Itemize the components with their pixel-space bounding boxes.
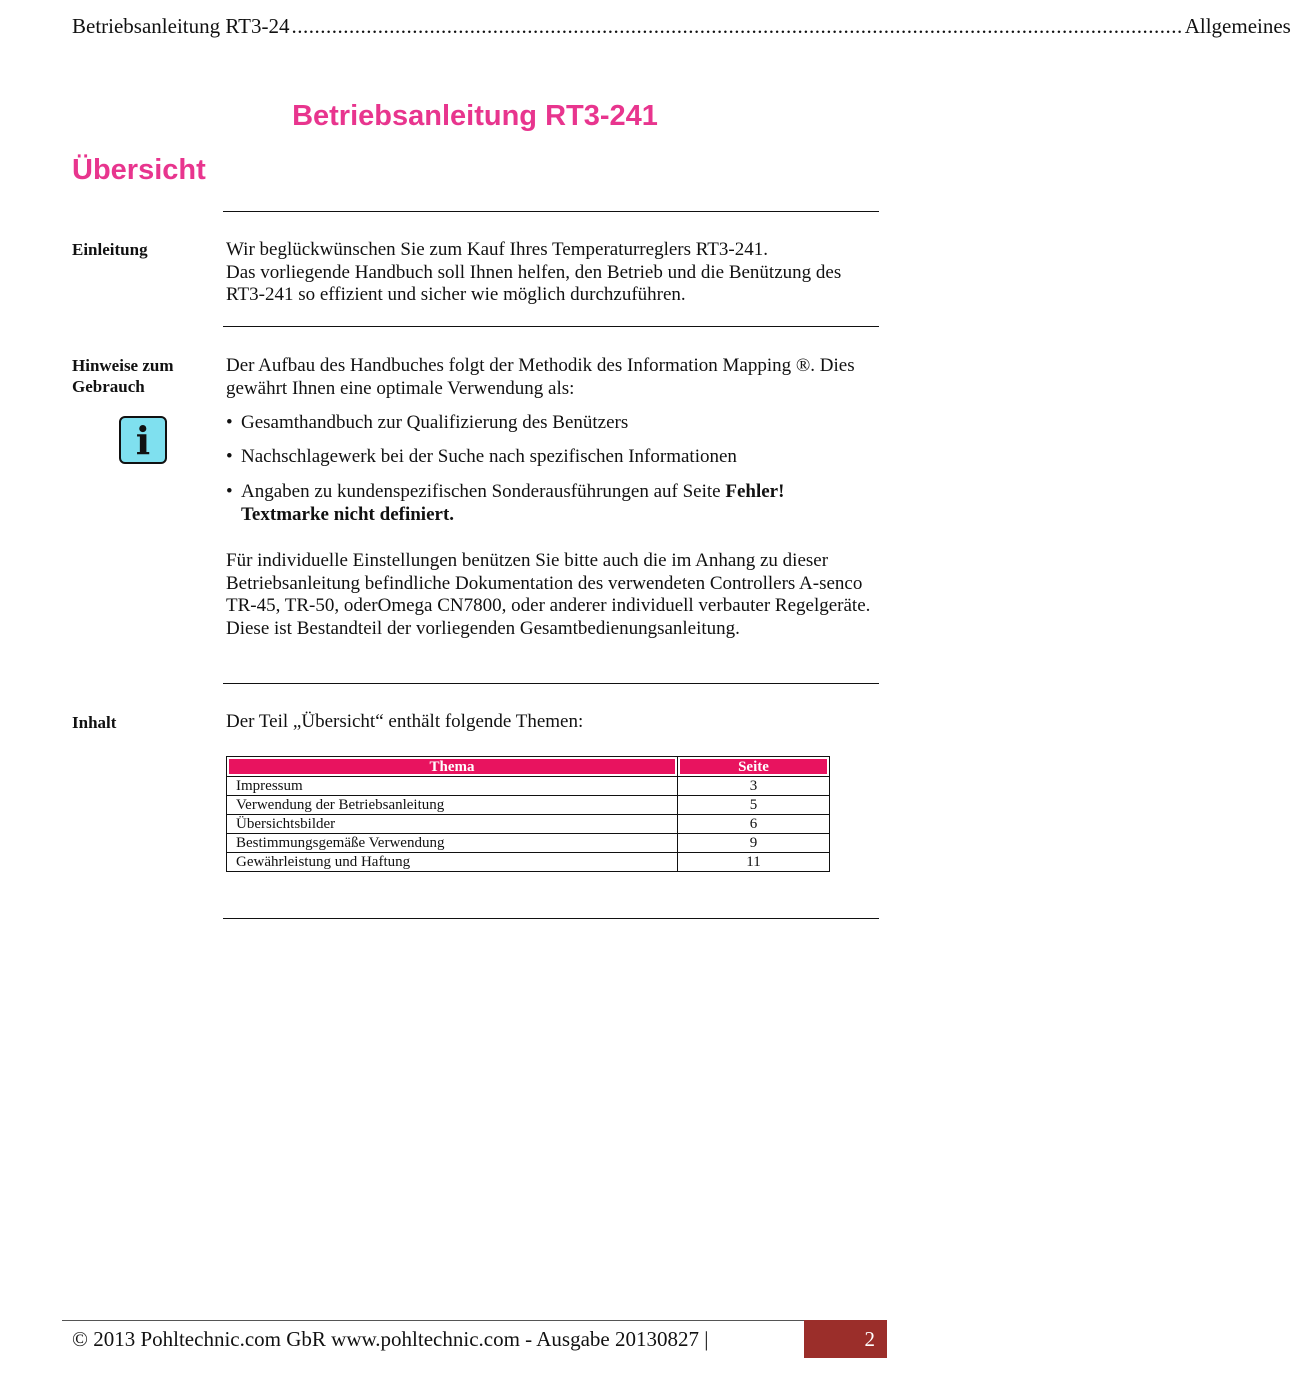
header-left-text: Betriebsanleitung RT3-24 bbox=[72, 14, 290, 38]
table-row bbox=[227, 777, 830, 796]
section-divider bbox=[223, 918, 879, 919]
header-right-text: Allgemeines bbox=[1184, 14, 1291, 38]
table-header-row bbox=[227, 757, 830, 777]
usage-list bbox=[226, 445, 876, 468]
hinweise-paragraph-2: Diese ist Bestandteil der vorliegenden Gesamtbedienungsanleitung. bbox=[226, 617, 740, 639]
einleitung-label: Einleitung bbox=[72, 240, 148, 259]
footer-text: © 2013 Pohltechnic.com GbR www.pohltechnic.com - Ausgabe 20130827 | bbox=[72, 1327, 709, 1351]
page-cell: 9 bbox=[678, 834, 830, 853]
table-row bbox=[227, 815, 830, 834]
hinweise-intro: Der Aufbau des Handbuches folgt der Methodik des Information Mapping ®. Dies gewährt Ihnen eine optimale Verwendung als: bbox=[226, 355, 855, 399]
column-header-thema: Thema bbox=[227, 757, 678, 777]
list-item-text: Angaben zu kundenspezifischen Sonderausführungen auf Seite bbox=[241, 481, 726, 502]
einleitung-line-2: Das vorliegende Handbuch soll Ihnen helfen, den Betrieb und die Benützung des RT3-241 so effizient und sicher wie möglich durchzuführen. bbox=[226, 261, 842, 305]
page-cell: 6 bbox=[678, 815, 830, 834]
document-title: Betriebsanleitung RT3-241 bbox=[292, 100, 658, 132]
inhalt-intro: Der Teil „Übersicht“ enthält folgende Themen: bbox=[226, 711, 584, 732]
page-cell: 5 bbox=[678, 796, 830, 815]
topic-cell: Übersichtsbilder bbox=[227, 815, 678, 834]
running-header bbox=[72, 14, 1291, 42]
topic-cell: Impressum bbox=[227, 777, 678, 796]
section-divider bbox=[223, 211, 879, 212]
hinweise-label-line-1: Hinweise zum bbox=[72, 356, 174, 375]
list-item: • Nachschlagewerk bei der Suche nach spezifischen Informationen bbox=[226, 445, 876, 468]
topic-cell: Bestimmungsgemäße Verwendung bbox=[227, 834, 678, 853]
hinweise-paragraph-1: Für individuelle Einstellungen benützen Sie bitte auch die im Anhang zu dieser Betriebsanleitung befindliche Dokumentation des verwendeten Controllers A-senco TR-45, TR-50, oderOmega CN7800, oder anderer individuell verbauter Regelgeräte. bbox=[226, 550, 871, 616]
inhalt-label: Inhalt bbox=[72, 713, 117, 732]
hinweise-label bbox=[72, 355, 212, 397]
table-row bbox=[227, 834, 830, 853]
einleitung-text bbox=[226, 239, 876, 307]
header-dot-leader: ........................................................................................................................................................... bbox=[291, 14, 1183, 38]
column-header-seite: Seite bbox=[678, 757, 830, 777]
bookmark-error-text: Fehler! Textmarke nicht definiert. bbox=[241, 481, 785, 525]
topic-cell: Gewährleistung und Haftung bbox=[227, 853, 678, 872]
table-row bbox=[227, 796, 830, 815]
list-item: • Gesamthandbuch zur Qualifizierung des Benützers bbox=[226, 411, 876, 434]
einleitung-line-1: Wir beglückwünschen Sie zum Kauf Ihres Temperaturreglers RT3-241. bbox=[226, 239, 768, 260]
usage-list bbox=[226, 411, 876, 434]
usage-list bbox=[226, 480, 876, 526]
hinweise-label-line-2: Gebrauch bbox=[72, 377, 145, 396]
section-divider bbox=[223, 683, 879, 684]
section-divider bbox=[223, 326, 879, 327]
section-title: Übersicht bbox=[72, 154, 206, 186]
table-row bbox=[227, 853, 830, 872]
list-item bbox=[226, 480, 876, 526]
page-number: 2 bbox=[804, 1320, 887, 1358]
hinweise-paragraph bbox=[226, 550, 876, 640]
footer-rule bbox=[62, 1320, 804, 1321]
page-cell: 3 bbox=[678, 777, 830, 796]
info-icon: i bbox=[119, 416, 167, 464]
page-cell: 11 bbox=[678, 853, 830, 872]
topic-cell: Verwendung der Betriebsanleitung bbox=[227, 796, 678, 815]
contents-table bbox=[226, 756, 830, 872]
